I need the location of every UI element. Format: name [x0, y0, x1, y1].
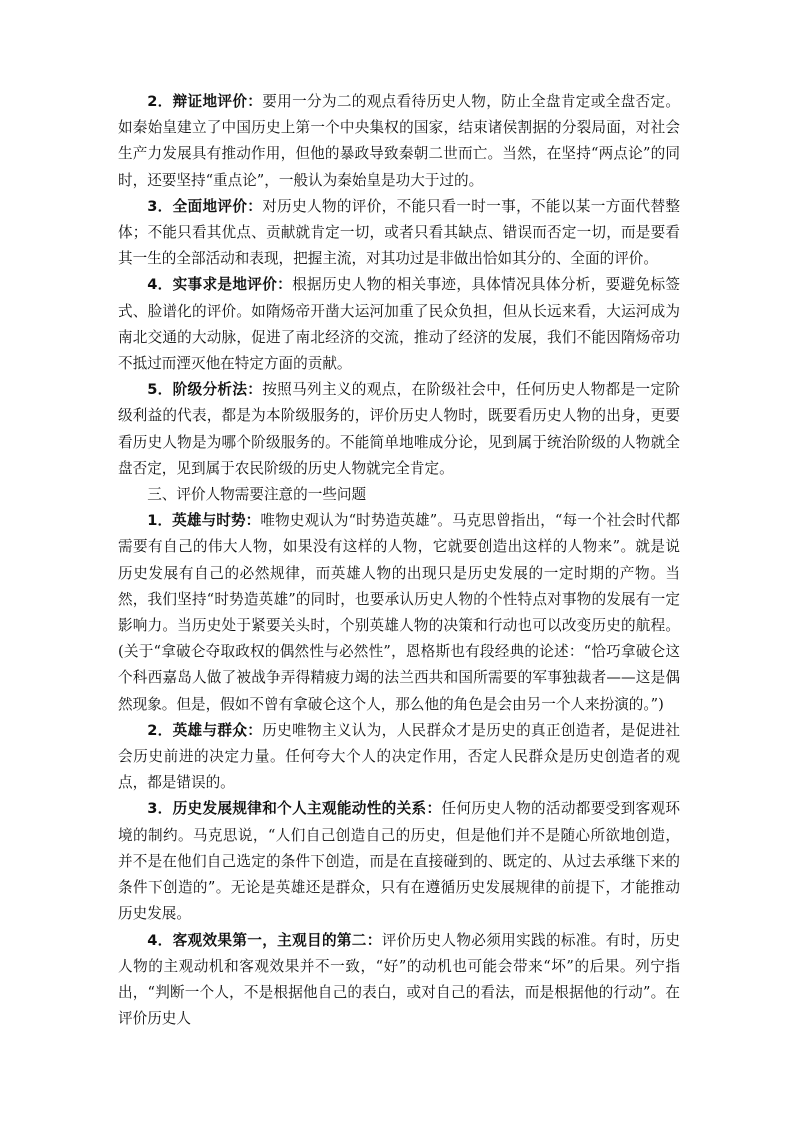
- item-number: 2．: [147, 721, 173, 739]
- item-number: 1．: [147, 512, 173, 530]
- item-lead: 英雄与群众：: [172, 721, 263, 739]
- item-number: 5．: [147, 381, 173, 399]
- section-heading: 三、评价人物需要注意的一些问题: [147, 486, 367, 504]
- item-lead: 客观效果第一，主观目的第二：: [172, 931, 382, 949]
- paragraph-hero-and-masses: [118, 718, 680, 797]
- item-lead: 辩证地评价：: [172, 93, 263, 110]
- item-body: 对历史人物的评价，不能只看一时一事，不能以某一方面代替整体；不能只看其优点、贡献就肯定一切，或者只看其缺点、错误而否定一切，而是要看其一生的全部活动和表现，把握主流，对其功过是非做出恰如其分的、全面的评价。: [118, 197, 680, 268]
- paragraph-hero-and-times: [118, 508, 680, 718]
- item-body: 按照马列主义的观点，在阶级社会中，任何历史人物都是一定阶级利益的代表，都是为本阶级服务的，评价历史人物时，既要看历史人物的出身，更要看历史人物是为哪个阶级服务的。不能简单地唯成分论，见到属于统治阶级的人物就全盘否定，见到属于农民阶级的历史人物就完全肯定。: [118, 381, 680, 477]
- paragraph-class-analysis: [118, 377, 680, 482]
- item-number: 3．: [147, 197, 173, 215]
- item-body: 唯物史观认为“时势造英雄”。马克思曾指出，“每一个社会时代都需要有自己的伟大人物，如果没有这样的人物，它就要创造出这样的人物来”。就是说历史发展有自己的必然规律，而英雄人物的出现只是历史发展的一定时期的产物。当然，我们坚持“时势造英雄”的同时，也要承认历史人物的个性特点对事物的发展有一定影响力。当历史处于紧要关头时，个别英雄人物的决策和行动也可以改变历史的航程。(关于“拿破仑夺取政权的偶然性与必然性”，恩格斯也有段经典的论述：“恰巧拿破仑这个科西嘉岛人做了被战争弄得精疲力竭的法兰西共和国所需要的军事独裁者——这是偶然现象。但是，假如不曾有拿破仑这个人，那么他的角色是会由另一个人来扮演的。”): [118, 512, 680, 713]
- document-page: [118, 89, 680, 1032]
- item-number: 4．: [147, 276, 173, 294]
- item-body: 要用一分为二的观点看待历史人物，防止全盘肯定或全盘否定。如秦始皇建立了中国历史上第一个中央集权的国家，结束诸侯割据的分裂局面，对社会生产力发展具有推动作用，但他的暴政导致秦朝二世而亡。当然，在坚持“两点论”的同时，还要坚持“重点论”，一般认为秦始皇是功大于过的。: [118, 93, 680, 189]
- item-lead: 阶级分析法：: [172, 381, 263, 399]
- item-body: 评价历史人物必须用实践的标准。有时，历史人物的主观动机和客观效果并不一致，“好”的动机也可能会带来“坏”的后果。列宁指出，“判断一个人，不是根据他自己的表白，或对自己的看法，而是根据他的行动”。在评价历史人: [118, 931, 680, 1028]
- paragraph-dialectical: [118, 89, 680, 194]
- paragraph-laws-and-agency: [118, 796, 680, 927]
- item-lead: 英雄与时势：: [172, 512, 261, 530]
- paragraph-factual: [118, 272, 680, 377]
- item-number: 3．: [147, 800, 173, 818]
- item-lead: 全面地评价：: [172, 197, 263, 215]
- item-number: 4．: [147, 931, 173, 949]
- item-body: 根据历史人物的相关事迹，具体情况具体分析，要避免标签式、脸谱化的评价。如隋炀帝开凿大运河加重了民众负担，但从长远来看，大运河成为南北交通的大动脉，促进了南北经济的交流，推动了经济的发展，我们不能因隋炀帝功不抵过而湮灭他在特定方面的贡献。: [118, 276, 680, 373]
- item-lead: 历史发展规律和个人主观能动性的关系：: [172, 800, 442, 818]
- item-number: 2．: [147, 93, 173, 110]
- item-body: 任何历史人物的活动都要受到客观环境的制约。马克思说，“人们自己创造自己的历史，但是他们并不是随心所欲地创造，并不是在他们自己选定的条件下创造，而是在直接碰到的、既定的、从过去承继下来的条件下创造的”。无论是英雄还是群众，只有在遵循历史发展规律的前提下，才能推动历史发展。: [118, 800, 680, 923]
- item-body: 历史唯物主义认为，人民群众才是历史的真正创造者，是促进社会历史前进的决定力量。任何夸大个人的决定作用，否定人民群众是历史创造者的观点，都是错误的。: [118, 721, 680, 792]
- paragraph-comprehensive: [118, 194, 680, 273]
- item-lead: 实事求是地评价：: [172, 276, 293, 294]
- paragraph-effect-and-motive: [118, 928, 680, 1033]
